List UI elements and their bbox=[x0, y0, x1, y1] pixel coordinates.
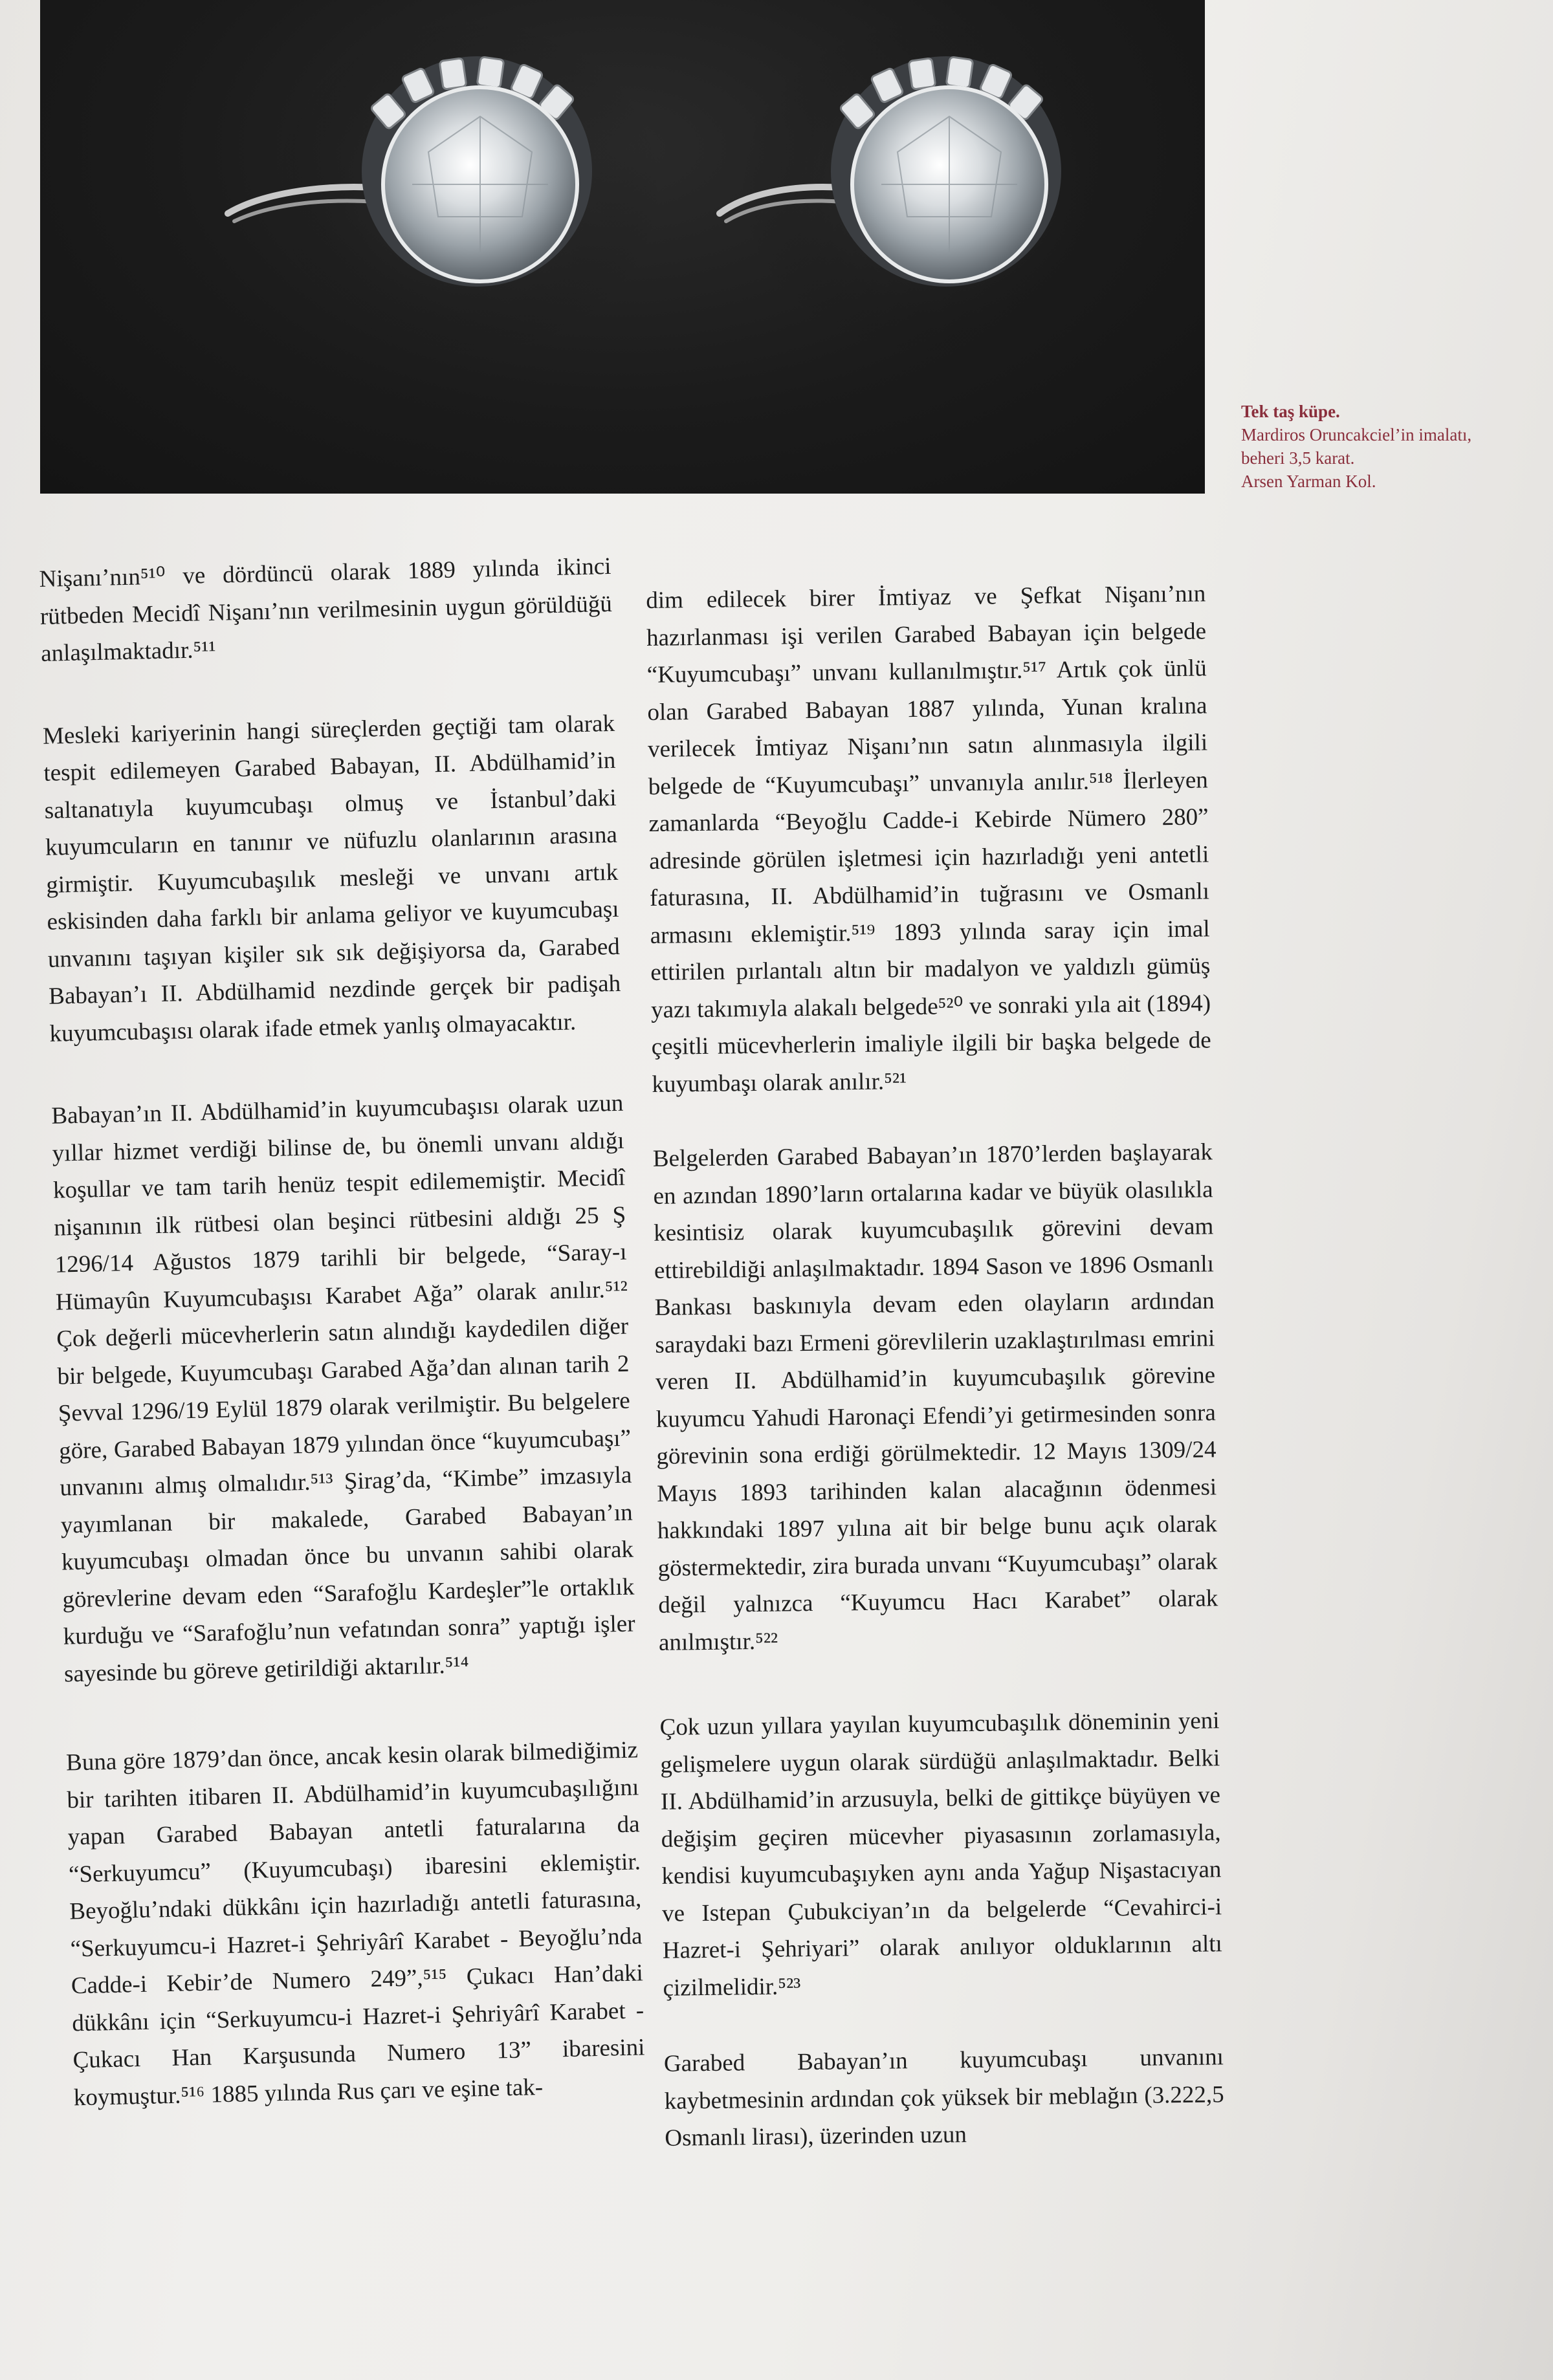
right-text-column bbox=[646, 575, 1225, 2196]
paragraph: Nişanı’nın⁵¹⁰ ve dördüncü olarak 1889 yılında ikinci rütbeden Mecidî Nişanı’nın verilmesinin uygun görüldüğü anlaşılmaktadır.⁵¹¹ bbox=[39, 552, 613, 667]
paragraph: dim edilecek birer İmtiyaz ve Şefkat Nişanı’nın hazırlanması işi verilen Garabed Babayan için belgede “Kuyumcubaşı” unvanı kullanılmıştır.⁵¹⁷ Artık çok ünlü olan Garabed Babayan 1887 yılında, Yunan kralına verilecek İmtiyaz Nişanı’nın satın alınmasıyla ilgili belgede de “Kuyumcubaşı” unvanıyla anılır.⁵¹⁸ İlerleyen zamanlarda “Beyoğlu Cadde-i Kebirde Nümero 280” adresinde görülen işletmesi için hazırladığı yeni antetli faturasına, II. Abdülhamid’in tuğrasını ve Osmanlı armasını eklemiştir.⁵¹⁹ 1893 yılında saray için imal ettirilen pırlantalı altın bir madalyon ve yaldızlı gümüş yazı takımıyla alakalı belgede⁵²⁰ ve sonraki yıla ait (1894) çeşitli mücevherlerin imaliyle ilgili bir başka belgede de kuyumbaşı olarak anılır.⁵²¹ bbox=[646, 580, 1211, 1098]
photo-caption bbox=[1241, 400, 1545, 493]
caption-line: beheri 3,5 karat. bbox=[1241, 448, 1355, 468]
paragraph: Buna göre 1879’dan önce, ancak kesin olarak bilmediğimiz bir tarihten itibaren II. Abdülhamid’in kuyumcubaşılığını yapan Garabed Babayan antetli faturalarına da “Serkuyumcu” (Kuyumcubaşı) ibaresini eklemiştir. Beyoğlu’ndaki dükkânı için hazırladığı antetli faturasına, “Serkuyumcu-i Hazret-i Şehriyârî Karabet - Beyoğlu’nda Cadde-i Kebir’de Numero 249”,⁵¹⁵ Çukacı Han’daki dükkânı için “Serkuyumcu-i Hazret-i Şehriyârî Karabet - Çukacı Han Karşusunda Numero 13” ibaresini koymuştur.⁵¹⁶ 1885 yılında Rus çarı ve eşine tak- bbox=[65, 1736, 645, 2111]
left-earring-setting bbox=[362, 56, 592, 287]
earrings-photo bbox=[40, 0, 1205, 494]
paragraph: Babayan’ın II. Abdülhamid’in kuyumcubaşısı olarak uzun yıllar hizmet verdiği bilinse de, bu önemli unvanı aldığı koşullar ve tam tarih henüz tespit edilememiştir. Mecidî nişanının ilk rütbesi olan beşinci rütbesini aldığı 25 Ş 1296/14 Ağustos 1879 tarihli bir belgede, “Saray-ı Hümayûn Kuyumcubaşısı Karabet Ağa” olarak anılır.⁵¹² Çok değerli mücevherlerin satın alındığı kaydedilen diğer bir belgede, Kuyumcubaşı Garabed Ağa’dan alınan tarih 2 Şevval 1296/19 Eylül 1879 olarak verilmiştir. Bu belgelere göre, Garabed Babayan 1879 yılından önce “kuyumcubaşı” unvanını almış olmalıdır.⁵¹³ Şirag’da, “Kimbe” imzasıyla yayımlanan bir makalede, Garabed Babayan’ın kuyumcubaşı olmadan önce bu unvanın sahibi olarak görevlerine devam eden “Sarafoğlu Kardeşler”le ortaklık kurduğu ve “Sarafoğlu’nun vefatından sonra” yaptığı işler sayesinde bu göreve getirildiği aktarılır.⁵¹⁴ bbox=[51, 1089, 635, 1688]
caption-line: Mardiros Oruncakciel’in imalatı, bbox=[1241, 425, 1472, 444]
paragraph: Garabed Babayan’ın kuyumcubaşı unvanını kaybetmesinin ardından çok yüksek bir meblağın (3.222,5 Osmanlı lirası), üzerinden uzun bbox=[663, 2044, 1224, 2152]
left-text-column bbox=[39, 548, 647, 2155]
caption-title: Tek taş küpe. bbox=[1241, 402, 1340, 421]
paragraph: Belgelerden Garabed Babayan’ın 1870’lerden başlayarak en azından 1890’ların ortalarına kadar ve büyük olasılıkla kesintisiz olarak kuyumcubaşılık görevini devam ettirebildiği anlaşılmaktadır. 1894 Sason ve 1896 Osmanlı Bankası baskınıyla devam eden olayların ardından saraydaki bazı Ermeni görevlilerin uzaklaştırılması emrini veren II. Abdülhamid’in kuyumcubaşılık görevine kuyumcu Yahudi Haronaçi Efendi’yi getirmesinden sonra görevinin sona erdiği görülmektedir. 12 Mayıs 1309/24 Mayıs 1893 tarihinden kalan alacağının ödenmesi hakkındaki 1897 yılına ait bir belge bunu açık olarak göstermektedir, zira burada unvanı “Kuyumcubaşı” olarak değil yalnızca “Kuyumcu Hacı Karabet” olarak anılmıştır.⁵²² bbox=[652, 1139, 1218, 1656]
paragraph: Mesleki kariyerinin hangi süreçlerden geçtiği tam olarak tespit edilemeyen Garabed Babayan, II. Abdülhamid’in saltanatıyla kuyumcubaşı olmuş ve İstanbul’daki kuyumcuların en tanınır ve nüfuzlu olanlarının arasına girmiştir. Kuyumcubaşılık mesleği ve unvanı artık eskisinden daha farklı bir anlama geliyor ve kuyumcubaşı unvanını taşıyan kişiler sık sık değişiyorsa da, Garabed Babayan’ı II. Abdülhamid nezdinde gerçek bir padişah kuyumcubaşısı olarak ifade etmek yanlış olmayacaktır. bbox=[42, 710, 621, 1047]
paragraph: Çok uzun yıllara yayılan kuyumcubaşılık döneminin yeni gelişmelere uygun olarak sürdüğü anlaşılmaktadır. Belki II. Abdülhamid’in arzusuyla, belki de gittikçe büyüyen ve değişim geçiren mücevher piyasasının zorlamasıyla, kendisi kuyumcubaşıyken aynı anda Yağup Nişastacıyan ve Istepan Çubukciyan’ın da belgelerde “Cevahirci-i Hazret-i Şehriyari” olarak anılıyor olduklarının altı çizilmelidir.⁵²³ bbox=[659, 1707, 1223, 2002]
caption-line: Arsen Yarman Kol. bbox=[1241, 472, 1376, 491]
right-earring-setting bbox=[831, 56, 1061, 287]
